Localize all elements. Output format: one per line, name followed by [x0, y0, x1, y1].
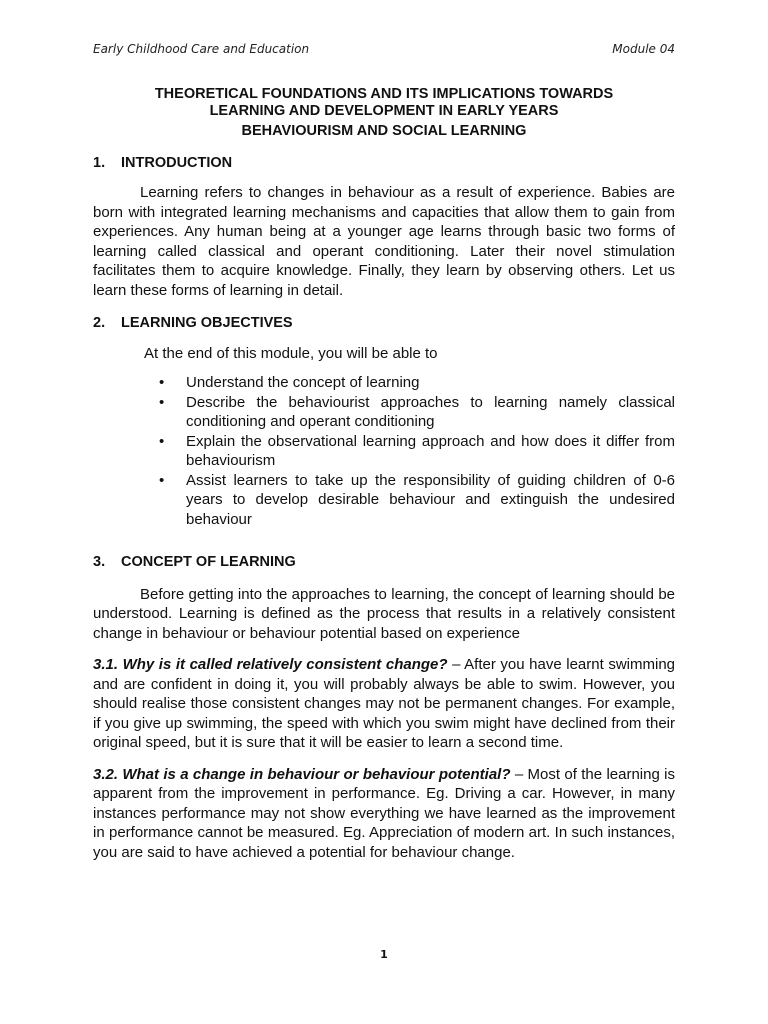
section-title: INTRODUCTION [121, 154, 233, 171]
title-line-2: LEARNING AND DEVELOPMENT IN EARLY YEARS [209, 102, 559, 119]
page-number: 1 [380, 948, 388, 961]
question-3-1-paragraph [93, 655, 675, 753]
title-line-1: THEORETICAL FOUNDATIONS AND ITS IMPLICATIONS TOWARDS [154, 86, 614, 102]
section-heading-objectives [93, 314, 675, 334]
header-module-number: Module 04 [612, 42, 675, 56]
bullet-icon: • [159, 432, 165, 450]
list-item: • Describe the behaviourist approaches to learning namely classical conditioning and operant conditioning [159, 393, 675, 430]
bullet-icon: • [159, 374, 165, 391]
list-item: • Explain the observational learning approach and how does it differ from behaviourism [159, 432, 675, 469]
bullet-icon: • [159, 471, 165, 489]
section-heading-introduction [93, 154, 675, 174]
concept-paragraph: Before getting into the approaches to learning, the concept of learning should be understood. Learning is defined as the process that results in a relatively consistent change in behaviour or behaviour potential based on experience [93, 585, 675, 642]
list-item: • Assist learners to take up the responsibility of guiding children of 0-6 years to develop desirable behaviour and extinguish the undesired behaviour [159, 471, 675, 528]
section-number: 2. [93, 315, 106, 331]
answer-3-1: – After you have learnt swimming and are confident in doing it, you will probably always be able to swim. However, you should realise those consistent changes may not be permanent changes. For example, if you give up swimming, the speed with which you swim might have declined from their original speed, but it is sure that it will be easier to learn a second time. [93, 656, 676, 751]
answer-3-2: – Most of the learning is apparent from the improvement in performance. Eg. Driving a car. However, in many instances performance may not show everything we have learned as the improvement in performance cannot be measured. Eg. Appreciation of modern art. In such instances, you are said to have achieved a potential for behaviour change. [93, 765, 676, 861]
question-3-2-paragraph [93, 765, 675, 863]
section-title: CONCEPT OF LEARNING [121, 554, 296, 570]
section-number: 1. [93, 154, 106, 171]
section-title: LEARNING OBJECTIVES [121, 315, 293, 331]
bullet-icon: • [159, 393, 165, 411]
objectives-lead: At the end of this module, you will be able to [144, 344, 438, 362]
header-course-title: Early Childhood Care and Education [93, 42, 310, 56]
question-3-1: 3.1. Why is it called relatively consistent change? [93, 656, 448, 673]
page-content [93, 86, 675, 862]
objectives-list [93, 373, 675, 529]
introduction-paragraph: Learning refers to changes in behaviour as a result of experience. Babies are born with integrated learning mechanisms and capacities that allow them to gain from experiences. Any human being at a younger age learns through basic two forms of learning called classical and operant conditioning. Later their novel stimulation facilitates them to acquire knowledge. Finally, they learn by observing others. Let us learn these forms of learning in detail. [93, 184, 675, 299]
document-subtitle: BEHAVIOURISM AND SOCIAL LEARNING [241, 123, 527, 139]
section-heading-concept [93, 553, 675, 573]
list-item: • Understand the concept of learning [159, 374, 420, 391]
page-header [93, 42, 675, 56]
document-title [93, 86, 675, 140]
question-3-2: 3.2. What is a change in behaviour or behaviour potential? [93, 765, 511, 783]
section-number: 3. [93, 554, 106, 570]
